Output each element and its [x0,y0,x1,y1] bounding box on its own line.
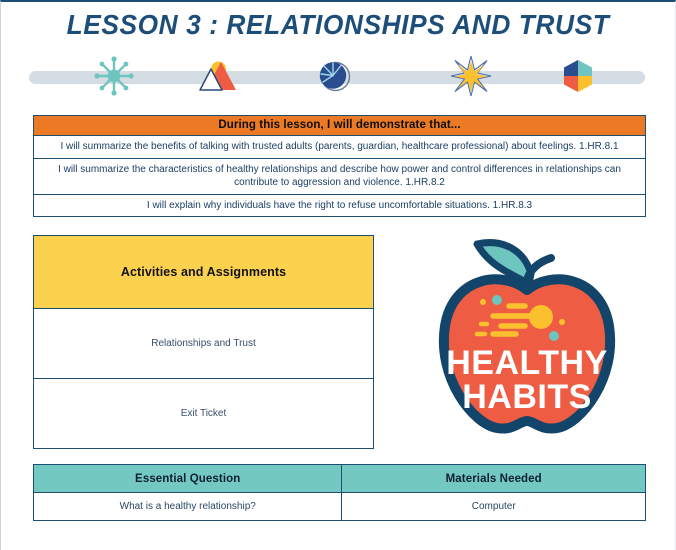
essential-question-value: What is a healthy relationship? [34,493,342,521]
objectives-header: During this lesson, I will demonstrate that... [34,116,646,136]
globe-compass-icon [311,53,357,99]
activity-item[interactable]: Relationships and Trust [34,309,374,379]
objectives-header-row [34,116,646,136]
sunburst-star-icon [448,53,494,99]
objective-item: I will summarize the characteristics of healthy relationships and describe how power and control differences in relationships can contribute to aggression and violence. 1.HR.8.2 [34,158,646,194]
objective-item: I will summarize the benefits of talking with trusted adults (parents, guardian, healthcare professional) about feelings. 1.HR.8.1 [34,136,646,159]
table-row [34,158,646,194]
healthy-habits-apple-logo [421,228,633,446]
page-title-container [1,2,675,40]
page-title: LESSON 3 : RELATIONSHIPS AND TRUST [66,9,610,40]
essential-question-header: Essential Question [34,465,342,493]
activities-table [33,235,374,449]
table-row [34,309,374,379]
materials-needed-header: Materials Needed [342,465,646,493]
cube-quadrant-icon [555,53,601,99]
objective-item: I will explain why individuals have the right to refuse uncomfortable situations. 1.HR.8.3 [34,194,646,217]
bottom-header-row [34,465,646,493]
lesson-progress-strip [1,52,675,100]
table-row [34,194,646,217]
activities-header-row [34,236,374,309]
table-row [34,136,646,159]
activities-header: Activities and Assignments [34,236,374,309]
apple-text-line2: HABITS [462,378,592,416]
materials-needed-value: Computer [342,493,646,521]
objectives-table [33,115,646,217]
snowflake-burst-icon [91,53,137,99]
essential-question-materials-table [33,464,646,521]
table-row [34,379,374,449]
table-row [34,493,646,521]
activity-item[interactable]: Exit Ticket [34,379,374,449]
apple-text-line1: HEALTHY [446,344,608,382]
mountain-sunrise-icon [195,53,241,99]
